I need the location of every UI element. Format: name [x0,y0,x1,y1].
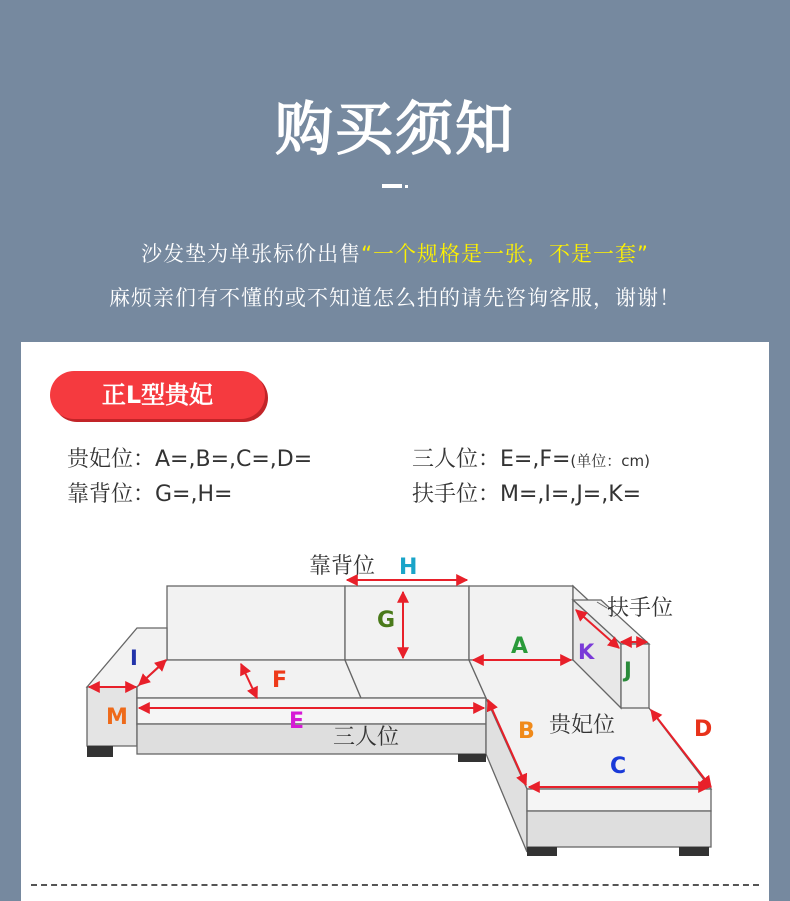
spec-guifei: 贵妃位：A=,B=,C=,D= [67,447,313,472]
quote-open: “ [361,242,373,266]
letter-E: E [289,709,305,734]
letter-M: M [106,705,128,730]
spec-sanren-text: 三人位：E=,F= [412,447,571,472]
quote-close: ” [637,242,649,266]
section-divider [31,884,759,886]
back-cushion-middle [345,586,469,660]
seat-front [137,698,486,724]
seat-cushion-right [345,660,486,698]
letter-H: H [399,555,418,580]
letter-F: F [272,668,288,693]
sofa-diagram [21,342,769,901]
notice-line-1 [0,238,790,268]
label-kaobei: 靠背位 [309,554,376,579]
letter-B: B [518,719,535,744]
page-title: 购买须知 [274,95,515,163]
notice-highlight: 一个规格是一张，不是一套 [373,242,637,266]
label-guifei: 贵妃位 [549,713,616,738]
spec-unit: (单位：cm) [570,452,650,470]
letter-A: A [511,634,529,659]
letter-J: J [624,658,632,682]
label-sanren: 三人位 [333,725,400,750]
title-divider [382,184,402,188]
sofa-type-badge: 正L型贵妃 [50,371,265,419]
notice-line-2: 麻烦亲们有不懂的或不知道怎么拍的请先咨询客服，谢谢！ [109,286,681,310]
letter-K: K [578,640,595,664]
notice-line-1-text: 沙发垫为单张标价出售 [141,242,362,266]
chaise-base [527,811,711,847]
label-fushou: 扶手位 [607,596,674,621]
sofa-shape [87,586,711,852]
chaise-front [527,789,711,811]
letter-I: I [130,646,138,670]
spec-card [21,342,769,901]
spec-kaobei: 靠背位：G=,H= [67,482,233,507]
letter-C: C [610,754,627,779]
sofa-base [137,724,486,754]
letter-D: D [694,717,713,742]
letter-G: G [377,608,396,633]
back-cushion-left [167,586,345,660]
title-divider-dot [405,185,408,188]
spec-fushou: 扶手位：M=,I=,J=,K= [412,482,642,507]
